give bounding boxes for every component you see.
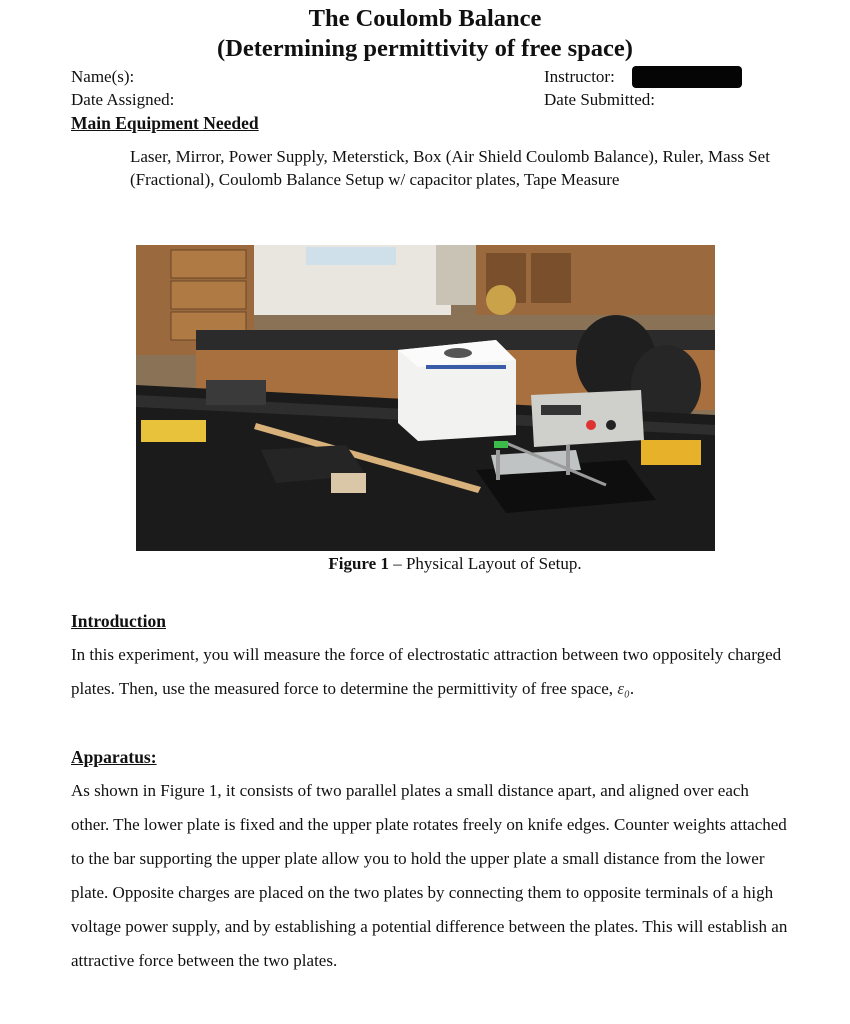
date-assigned-label: Date Assigned: (71, 90, 175, 109)
epsilon-symbol: ε₀ (617, 679, 630, 698)
apparatus-text: As shown in Figure 1, it consists of two parallel plates a small distance apart, and aligned over each other. The lower plate is fixed and the upper plate rotates freely on knife edges. Counter weights attached to the bar supporting the upper plate allow you to hold the upper plate a small distance from the lower plate. Opposite charges are placed on the two plates by connecting them to opposite terminals of a high voltage power supply, and by establishing a potential difference between the plates. This will establish an attractive force between the two plates. (71, 781, 788, 970)
setup-photo (136, 245, 715, 551)
introduction-heading: Introduction (71, 611, 166, 631)
figure-caption-text: – Physical Layout of Setup. (388, 554, 582, 573)
equipment-list: Laser, Mirror, Power Supply, Meterstick, Box (Air Shield Coulomb Balance), Ruler, Mass Set (Fractional), Coulomb Balance Setup w/ capacitor plates, Tape Measure (130, 147, 770, 189)
names-label: Name(s): (71, 67, 135, 86)
instructor-label: Instructor: (544, 67, 615, 86)
figure-label: Figure 1 (328, 554, 389, 573)
introduction-end: . (629, 679, 635, 698)
figure-caption (0, 553, 850, 575)
title-line-2: (Determining permittivity of free space) (217, 35, 633, 62)
title-line-1: The Coulomb Balance (308, 5, 542, 32)
redaction-bar (632, 66, 742, 88)
equipment-heading: Main Equipment Needed (71, 113, 259, 133)
introduction-body: In this experiment, you will measure the force of electrostatic attraction between two oppositely charged plates. Then, use the measured force to determine the permittivity of free space, (71, 645, 782, 698)
introduction-text (71, 638, 791, 706)
date-submitted-label: Date Submitted: (544, 90, 655, 109)
apparatus-heading: Apparatus: (71, 747, 157, 767)
